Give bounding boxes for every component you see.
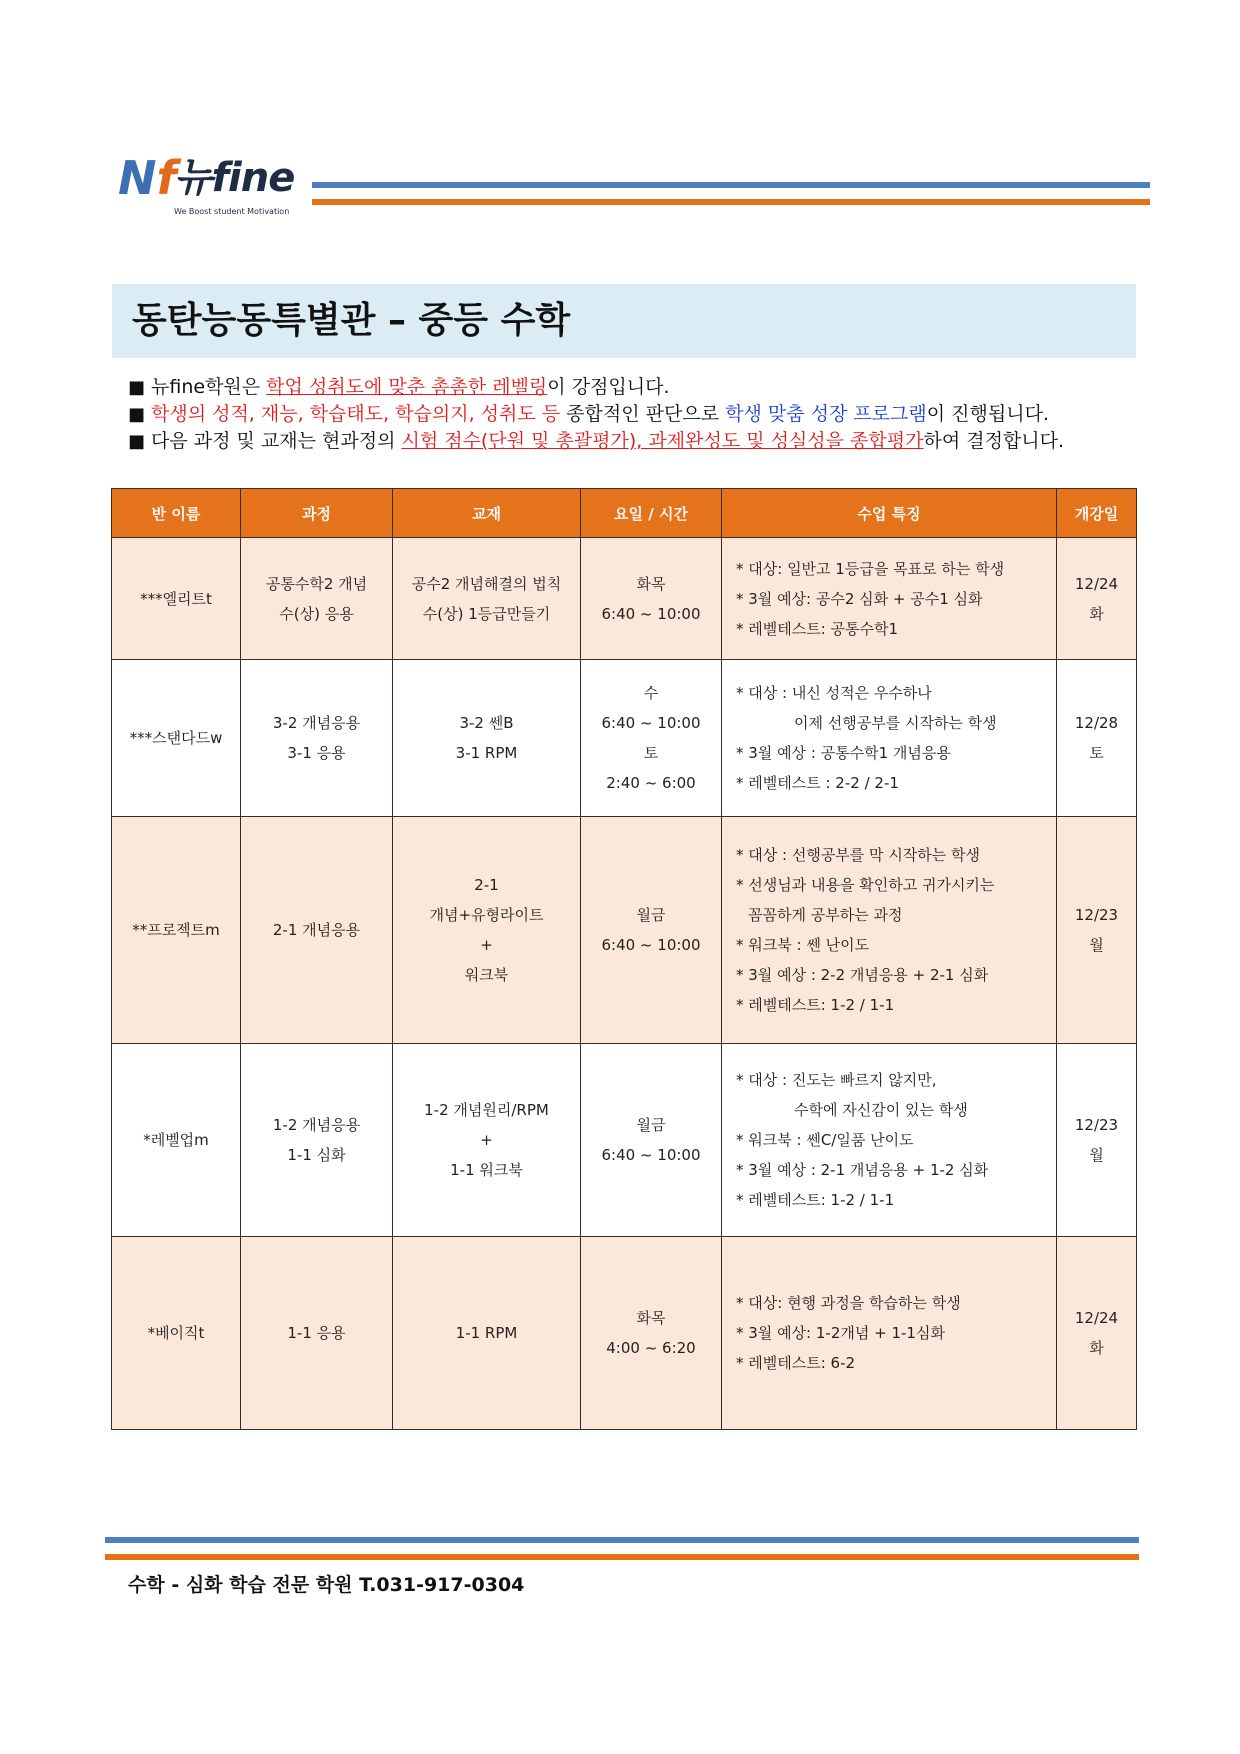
table-row xyxy=(112,538,1137,660)
header-rule-blue xyxy=(312,182,1150,188)
table-row xyxy=(112,1044,1137,1237)
header-schedule: 요일 / 시간 xyxy=(581,489,722,538)
header-start-date: 개강일 xyxy=(1057,489,1137,538)
schedule-cell: 월금 6:40 ~ 10:00 xyxy=(581,817,722,1044)
table-row xyxy=(112,1237,1137,1430)
start-date-cell: 12/28 토 xyxy=(1057,660,1137,817)
intro-line-2: ■ 학생의 성적, 재능, 학습태도, 학습의지, 성취도 등 종합적인 판단으로 학생 맞춤 성장 프로그램이 진행됩니다. xyxy=(128,403,1049,425)
header-class-name: 반 이름 xyxy=(112,489,241,538)
start-date-cell: 12/23 월 xyxy=(1057,817,1137,1044)
footer-contact: 수학 - 심화 학습 전문 학원 T.031-917-0304 xyxy=(128,1574,525,1596)
course-cell: 공통수학2 개념 수(상) 응용 xyxy=(241,538,393,660)
features-cell: * 대상 : 내신 성적은 우수하나 이제 선행공부를 시작하는 학생 * 3월 예상 : 공통수학1 개념응용 * 레벨테스트 : 2-2 / 2-1 xyxy=(722,660,1057,817)
footer-rule-orange xyxy=(105,1554,1139,1560)
course-cell: 2-1 개념응용 xyxy=(241,817,393,1044)
features-cell: * 대상 : 선행공부를 막 시작하는 학생 * 선생님과 내용을 확인하고 귀가시키는 꼼꼼하게 공부하는 과정 * 워크북 : 쎈 난이도 * 3월 예상 : 2-2 개념응용 + 2-1 심화 * 레벨테스트: 1-2 / 1-1 xyxy=(722,817,1057,1044)
class-name: *베이직t xyxy=(112,1237,241,1430)
schedule-cell: 화목 4:00 ~ 6:20 xyxy=(581,1237,722,1430)
schedule-cell: 월금 6:40 ~ 10:00 xyxy=(581,1044,722,1237)
start-date-cell: 12/24 화 xyxy=(1057,538,1137,660)
header-course: 과정 xyxy=(241,489,393,538)
logo-mark: Nf xyxy=(118,151,177,205)
class-name: *레벨업m xyxy=(112,1044,241,1237)
class-schedule-table xyxy=(111,488,1137,1430)
header-rule-orange xyxy=(312,199,1150,205)
course-cell: 3-2 개념응용 3-1 응용 xyxy=(241,660,393,817)
page-title: 동탄능동특별관 – 중등 수학 xyxy=(132,300,571,341)
table-header-row xyxy=(112,489,1137,538)
textbook-cell: 1-1 RPM xyxy=(393,1237,581,1430)
class-name: **프로젝트m xyxy=(112,817,241,1044)
textbook-cell: 2-1 개념+유형라이트 + 워크북 xyxy=(393,817,581,1044)
title-banner xyxy=(112,284,1136,358)
intro-line-1: ■ 뉴fine학원은 학업 성취도에 맞춘 촘촘한 레벨링이 강점입니다. xyxy=(128,376,670,398)
logo-text: 뉴fine xyxy=(174,155,295,201)
header-features: 수업 특징 xyxy=(722,489,1057,538)
bullet-icon: ■ xyxy=(128,377,146,398)
header-textbook: 교재 xyxy=(393,489,581,538)
start-date-cell: 12/24 화 xyxy=(1057,1237,1137,1430)
intro-line-3: ■ 다음 과정 및 교재는 현과정의 시험 점수(단원 및 총괄평가), 과제완성도 및 성실성을 종합평가하여 결정합니다. xyxy=(128,430,1065,452)
bullet-icon: ■ xyxy=(128,431,146,452)
textbook-cell: 공수2 개념해결의 법칙 수(상) 1등급만들기 xyxy=(393,538,581,660)
course-cell: 1-1 응용 xyxy=(241,1237,393,1430)
logo-tagline: We Boost student Motivation xyxy=(174,207,290,216)
start-date-cell: 12/23 월 xyxy=(1057,1044,1137,1237)
bullet-icon: ■ xyxy=(128,404,146,425)
features-cell: * 대상: 일반고 1등급을 목표로 하는 학생 * 3월 예상: 공수2 심화 + 공수1 심화 * 레벨테스트: 공통수학1 xyxy=(722,538,1057,660)
schedule-cell: 수 6:40 ~ 10:00 토 2:40 ~ 6:00 xyxy=(581,660,722,817)
features-cell: * 대상: 현행 과정을 학습하는 학생 * 3월 예상: 1-2개념 + 1-1심화 * 레벨테스트: 6-2 xyxy=(722,1237,1057,1430)
course-cell: 1-2 개념응용 1-1 심화 xyxy=(241,1044,393,1237)
class-name: ***엘리트t xyxy=(112,538,241,660)
class-name: ***스탠다드w xyxy=(112,660,241,817)
intro-notes xyxy=(128,374,1138,455)
features-cell: * 대상 : 진도는 빠르지 않지만, 수학에 자신감이 있는 학생 * 워크북 : 쎈C/일품 난이도 * 3월 예상 : 2-1 개념응용 + 1-2 심화 * 레벨테스트: 1-2 / 1-1 xyxy=(722,1044,1057,1237)
academy-logo xyxy=(118,150,298,230)
footer-rule-blue xyxy=(105,1537,1139,1543)
table-row xyxy=(112,660,1137,817)
schedule-cell: 화목 6:40 ~ 10:00 xyxy=(581,538,722,660)
textbook-cell: 3-2 쎈B 3-1 RPM xyxy=(393,660,581,817)
textbook-cell: 1-2 개념원리/RPM + 1-1 워크북 xyxy=(393,1044,581,1237)
table-row xyxy=(112,817,1137,1044)
